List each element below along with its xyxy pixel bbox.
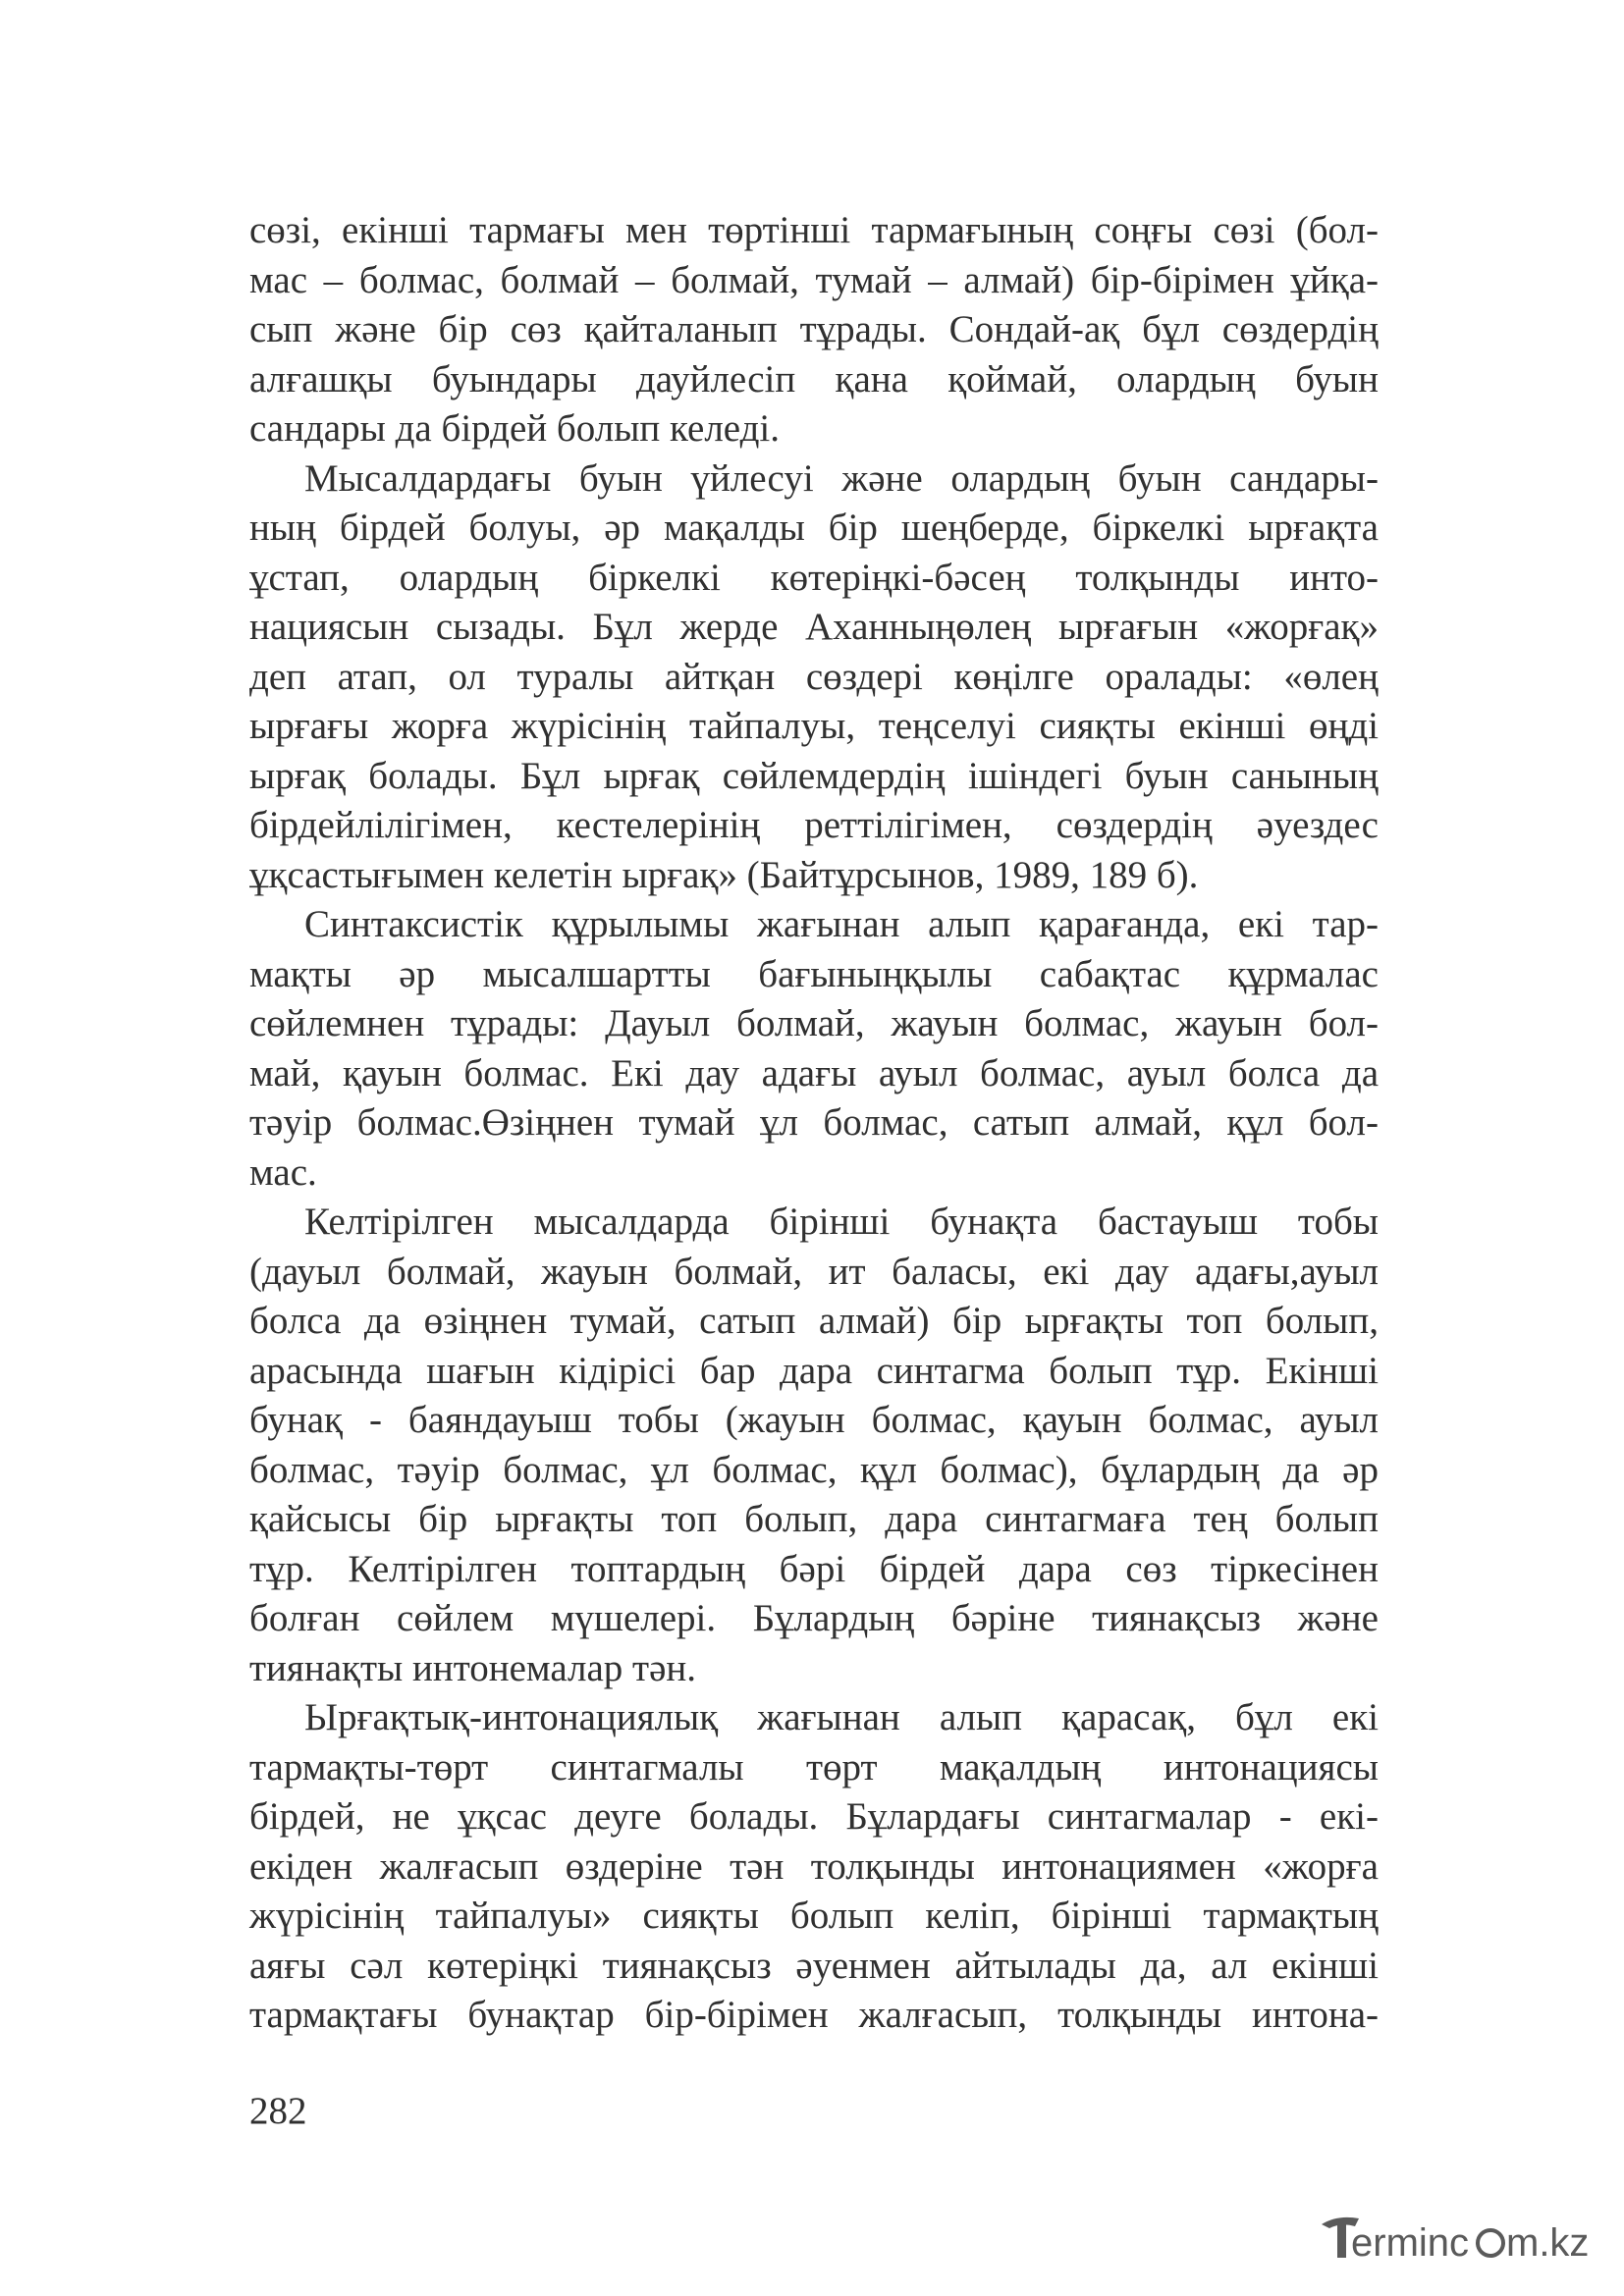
paragraph-5 (249, 1693, 1379, 2041)
text-line: Мысалдардағы буын үйлесуі және олардың буын сандары- (304, 456, 1379, 500)
logo-text-left: erminc (1351, 2221, 1470, 2265)
text-line: Ырғақтық-интонациялық жағынан алып қарасақ, бұл екі (304, 1696, 1379, 1738)
text-line: ырғағы жорға жүрісінің тайпалуы, теңселуі сияқты екінші өңді (249, 705, 1379, 747)
text-line: алғашқы буындары дауйлесіп қана қоймай, олардың буын (249, 357, 1379, 400)
text-line: болса да өзіңнен тумай, сатып алмай) бір ырғақты топ болып, (249, 1300, 1379, 1342)
text-line: ұқсастығымен келетін ырғақ» (Байтұрсынов, 1989, 189 б). (249, 853, 1199, 896)
paragraph-4 (249, 1198, 1379, 1693)
text-line: бунақ - баяндауыш тобы (жауын болмас, қауын болмас, ауыл (249, 1399, 1379, 1441)
termincom-watermark-logo (1316, 2207, 1600, 2269)
text-line: сөзі, екінші тармағы мен төртінші тармағының соңғы сөзі (бол- (249, 209, 1379, 251)
text-line: сөйлемнен тұрады: Дауыл болмай, жауын болмас, жауын бол- (249, 1002, 1379, 1044)
text-line: (дауыл болмай, жауын болмай, ит баласы, екі дау адағы,ауыл (249, 1250, 1379, 1293)
text-line: тұр. Келтірілген топтардың бәрі бірдей дара сөз тіркесінен (249, 1547, 1379, 1590)
text-line: бірдей, не ұқсас деуге болады. Бұлардағы синтагмалар - екі- (249, 1795, 1379, 1838)
text-line: қайсысы бір ырғақты топ болып, дара синтагмаға тең болып (249, 1498, 1379, 1540)
text-line: нациясын сызады. Бұл жерде Аханныңөлең ырғағын «жорғақ» (249, 606, 1379, 648)
text-line: тиянақты интонемалар тән. (249, 1646, 696, 1689)
text-line: тармақтағы бунақтар бір-бірімен жалғасып, толқынды интона- (249, 1994, 1379, 2036)
paragraph-3 (249, 900, 1379, 1198)
paragraph-2 (249, 454, 1379, 901)
text-line: ұстап, олардың біркелкі көтеріңкі-бәсең толқынды инто- (249, 556, 1379, 599)
body-text (249, 206, 1379, 2041)
text-line: Келтірілген мысалдарда бірінші бунақта бастауыш тобы (304, 1201, 1379, 1243)
text-line: Синтаксистік құрылымы жағынан алып қарағанда, екі тар- (304, 903, 1379, 945)
text-line: бірдейлілігімен, кестелерінің реттілігімен, сөздердің әуездес (249, 804, 1379, 846)
text-line: тармақты-төрт синтагмалы төрт мақалдың интонациясы (249, 1745, 1379, 1789)
text-line: аяғы сәл көтеріңкі тиянақсыз әуенмен айтылады да, ал екінші (249, 1944, 1379, 1987)
paragraph-1 (249, 206, 1379, 454)
text-line: екіден жалғасып өздеріне тән толқынды интонациямен «жорға (249, 1844, 1379, 1888)
logo-o-ring (1478, 2230, 1503, 2256)
text-line: жүрісінің тайпалуы» сияқты болып келіп, бірінші тармақтың (249, 1895, 1379, 1937)
text-line: ырғақ болады. Бұл ырғақ сөйлемдердің ішіндегі буын санының (249, 754, 1379, 797)
text-line: мақты әр мысалшартты бағыныңқылы сабақтас құрмалас (249, 952, 1379, 995)
text-line: ның бірдей болуы, әр мақалды бір шеңберде, біркелкі ырғақта (249, 507, 1379, 549)
page-number: 282 (249, 2090, 307, 2132)
text-line: тәуір болмас.Өзіңнен тумай ұл болмас, сатып алмай, құл бол- (249, 1101, 1379, 1144)
text-line: арасында шағын кідірісі бар дара синтагма болып тұр. Екінші (249, 1349, 1379, 1392)
text-line: мас. (249, 1150, 317, 1194)
text-line: болмас, тәуір болмас, ұл болмас, құл болмас), бұлардың да әр (249, 1448, 1379, 1491)
text-line: деп атап, ол туралы айтқан сөздері көңілге оралады: «өлең (249, 655, 1379, 698)
text-line: болған сөйлем мүшелері. Бұлардың бәріне тиянақсыз және (249, 1597, 1379, 1639)
logo-text-right: m.kz (1506, 2221, 1590, 2265)
text-line: сандары да бірдей болып келеді. (249, 407, 781, 450)
text-line: мас – болмас, болмай – болмай, тумай – алмай) бір-бірімен ұйқа- (249, 258, 1379, 301)
text-line: май, қауын болмас. Екі дау адағы ауыл болмас, ауыл болса да (249, 1051, 1379, 1095)
text-line: сып және бір сөз қайталанып тұрады. Сондай-ақ бұл сөздердің (249, 308, 1379, 350)
